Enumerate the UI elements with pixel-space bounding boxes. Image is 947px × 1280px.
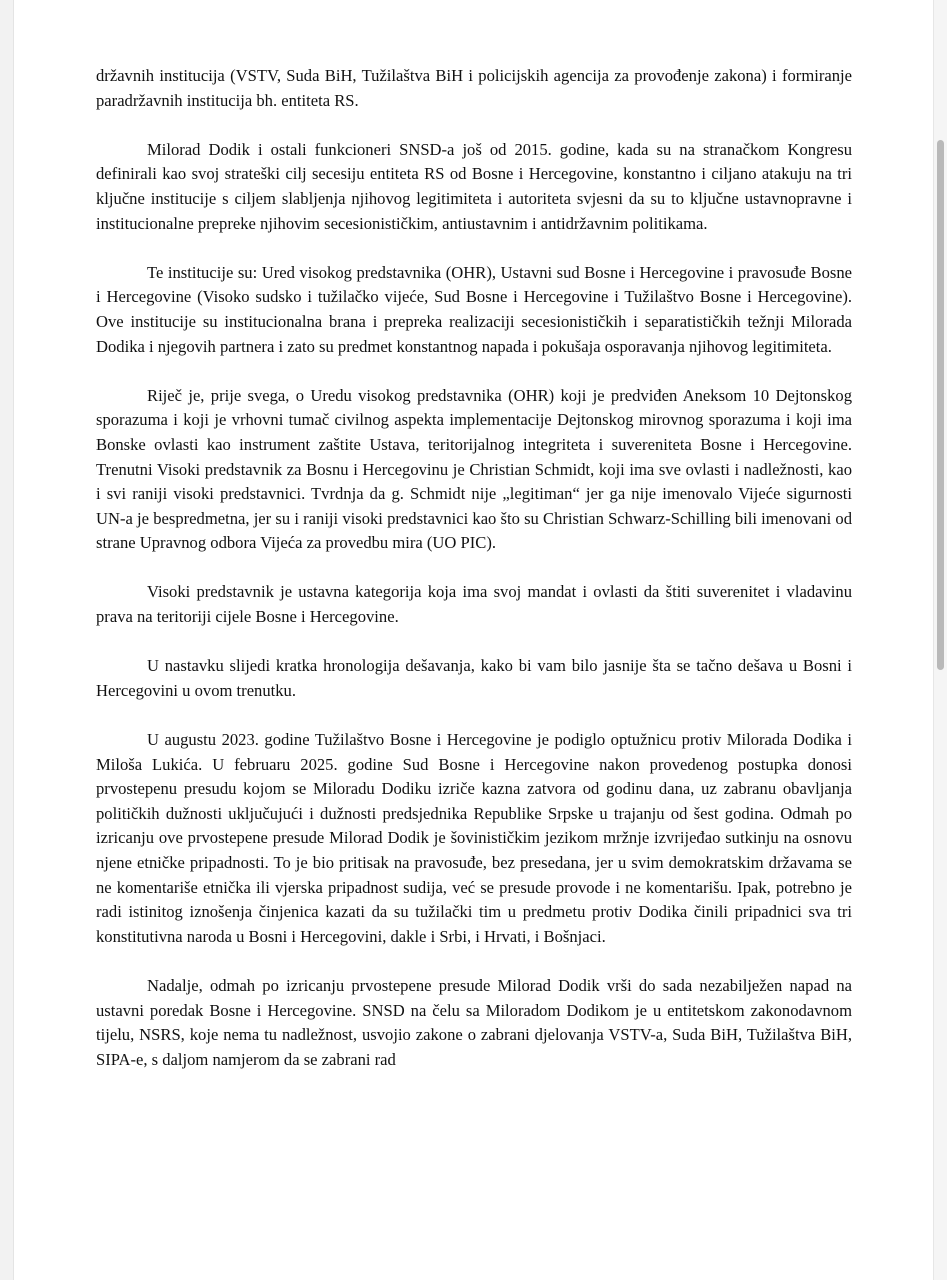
paragraph-5: Visoki predstavnik je ustavna kategorija koja ima svoj mandat i ovlasti da štiti suverenitet i vladavinu prava na teritoriji cijele Bosne i Hercegovine. — [96, 582, 852, 627]
scrollbar-track[interactable] — [933, 0, 947, 1280]
paragraph-2: Milorad Dodik i ostali funkcioneri SNSD-a još od 2015. godine, kada su na stranačkom Kongresu definirali kao svoj strateški cilj secesiju entiteta RS od Bosne i Hercegovine, konstantno i ciljano atakuju na tri ključne institucije s ciljem slabljenja njihovog legitimiteta i autoriteta svjesni da su to ključne ustavnopravne i institucionalne prepreke njihovim secesionističkim, antiustavnim i antidržavnim politikama. — [96, 139, 852, 233]
paragraph-4: Riječ je, prije svega, o Uredu visokog predstavnika (OHR) koji je predviđen Aneksom 10 Dejtonskog sporazuma i koji je vrhovni tumač civilnog aspekta implementacije Dejtonskog mirovnog sporazuma i koji ima Bonske ovlasti kao instrument zaštite Ustava, teritorijalnog integriteta i suvereniteta Bosne i Hercegovine. Trenutni Visoki predstavnik za Bosnu i Hercegovinu je Christian Schmidt, koji ima sve ovlasti i nadležnosti, kao i svi raniji visoki predstavnici. Tvrdnja da g. Schmidt nije „legitiman“ jer ga nije imenovalo Vijeće sigurnosti UN-a je bespredmetna, jer su i raniji visoki predstavnici kao što su Christian Schwarz-Schilling bili imenovani od strane Upravnog odbora Vijeća za provedbu mira (UO PIC). — [96, 385, 852, 553]
paragraph-7: U augustu 2023. godine Tužilaštvo Bosne i Hercegovine je podiglo optužnicu protiv Milorada Dodika i Miloša Lukića. U februaru 2025. godine Sud Bosne i Hercegovine nakon provedenog postupka donosi prvostepenu presudu kojom se Miloradu Dodiku izriče kazna zatvora od godinu dana, uz zabranu obavljanja političkih dužnosti uključujući i dužnosti predsjednika Republike Srpske u trajanju od šest godina. Odmah po izricanju ove prvostepene presude Milorad Dodik je šovinističkim jezikom mržnje izvrijeđao sutkinju na osnovu njene etničke pripadnosti. To je bio pritisak na pravosuđe, bez presedana, jer u svim demokratskim državama se ne komentariše etnička ili vjerska pripadnost sudija, već se presude provode i ne komentarišu. Ipak, potrebno je radi istinitog iznošenja činjenica kazati da su tužilački tim u predmetu protiv Dodika činili pripadnici sva tri konstitutivna naroda u Bosni i Hercegovini, dakle i Srbi, i Hrvati, i Bošnjaci. — [96, 730, 852, 946]
window-left-edge — [0, 0, 14, 1280]
document-page — [96, 64, 852, 1072]
paragraph-8: Nadalje, odmah po izricanju prvostepene presude Milorad Dodik vrši do sada nezabilježen napad na ustavni poredak Bosne i Hercegovine. SNSD na čelu sa Miloradom Dodikom je u entitetskom zakonodavnom tijelu, NSRS, koje nema tu nadležnost, usvojio zakone o zabrani djelovanja VSTV-a, Suda BiH, Tužilaštva BiH, SIPA-e, s daljom namjerom da se zabrani rad — [96, 975, 852, 1069]
paragraph-3: Te institucije su: Ured visokog predstavnika (OHR), Ustavni sud Bosne i Hercegovine i pravosuđe Bosne i Hercegovine (Visoko sudsko i tužilačko vijeće, Sud Bosne i Hercegovine i Tužilaštvo Bosne i Hercegovine). Ove institucije su institucionalna brana i prepreka realizaciji secesionističkih i separatističkih težnji Milorada Dodika i njegovih partnera i zato su predmet konstantnog napada i pokušaja osporavanja njihovog legitimiteta. — [96, 262, 852, 356]
paragraph-6: U nastavku slijedi kratka hronologija dešavanja, kako bi vam bilo jasnije šta se tačno dešava u Bosni i Hercegovini u ovom trenutku. — [96, 656, 852, 700]
paragraph-1: državnih institucija (VSTV, Suda BiH, Tužilaštva BiH i policijskih agencija za provođenje zakona) i formiranje paradržavnih institucija bh. entiteta RS. — [96, 66, 852, 110]
scrollbar-thumb[interactable] — [937, 140, 944, 670]
